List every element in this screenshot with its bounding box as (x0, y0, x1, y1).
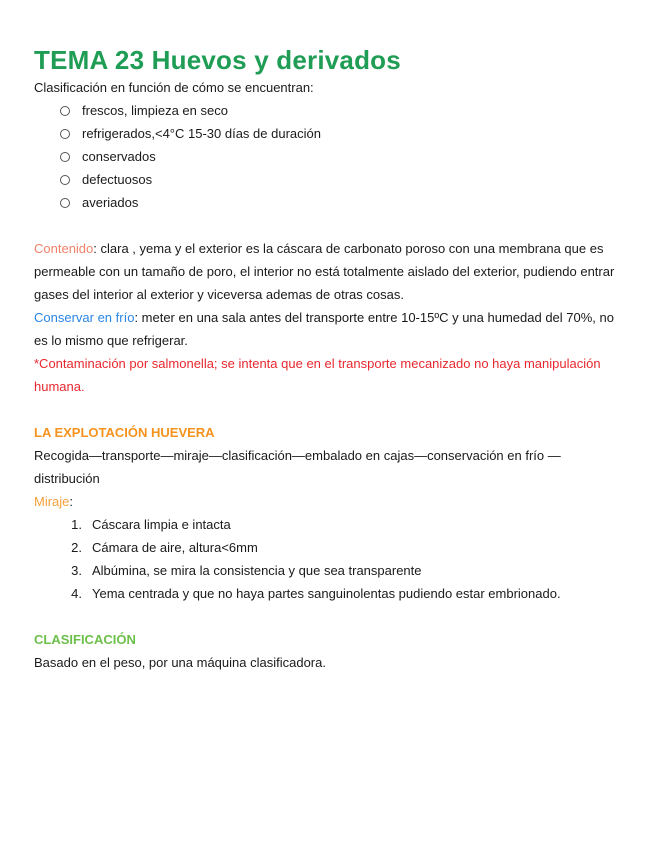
list-item: refrigerados,<4°C 15-30 días de duración (60, 122, 622, 145)
conservar-label: Conservar en frío (34, 310, 135, 325)
list-item: 3. Albúmina, se mira la consistencia y que sea transparente (71, 563, 422, 578)
list-item: defectuosos (60, 168, 622, 191)
miraje-steps (34, 513, 622, 605)
list-item: frescos, limpieza en seco (60, 99, 622, 122)
intro-text: Clasificación en función de cómo se encuentran: (34, 80, 314, 95)
clasificacion-heading: CLASIFICACIÓN (34, 632, 136, 647)
explotacion-heading: LA EXPLOTACIÓN HUEVERA (34, 425, 215, 440)
circle-bullet-icon (60, 129, 70, 139)
explotacion-chain: Recogida—transporte—miraje—clasificación—embalado en cajas—conservación en frío —distribución (34, 448, 561, 486)
miraje-line: Miraje: (34, 494, 74, 509)
list-item: averiados (60, 191, 622, 214)
list-item: 2. Cámara de aire, altura<6mm (71, 540, 258, 555)
page-title: TEMA 23 Huevos y derivados (34, 45, 401, 75)
miraje-label: Miraje (34, 494, 70, 509)
contenido-paragraph (34, 237, 622, 306)
conservar-paragraph (34, 306, 622, 352)
clasificacion-text: Basado en el peso, por una máquina clasificadora. (34, 655, 326, 670)
circle-bullet-icon (60, 175, 70, 185)
conservar-text: : meter en una sala antes del transporte entre 10-15ºC y una humedad del 70%, no es lo mismo que refrigerar. (34, 310, 614, 348)
circle-bullet-icon (60, 198, 70, 208)
list-item: conservados (60, 145, 622, 168)
circle-bullet-icon (60, 152, 70, 162)
contaminacion-note: *Contaminación por salmonella; se intenta que en el transporte mecanizado no haya manipulación humana. (34, 356, 601, 394)
states-list (34, 99, 622, 214)
circle-bullet-icon (60, 106, 70, 116)
list-item: 1. Cáscara limpia e intacta (71, 517, 231, 532)
list-item: 4. Yema centrada y que no haya partes sanguinolentas pudiendo estar embrionado. (71, 586, 561, 601)
contenido-text: : clara , yema y el exterior es la cáscara de carbonato poroso con una membrana que es permeable con un tamaño de poro, el interior no está totalmente aislado del exterior, pudiendo entrar gases del interior al exterior y viceversa ademas de otras cosas. (34, 241, 615, 302)
contenido-label: Contenido (34, 241, 94, 256)
